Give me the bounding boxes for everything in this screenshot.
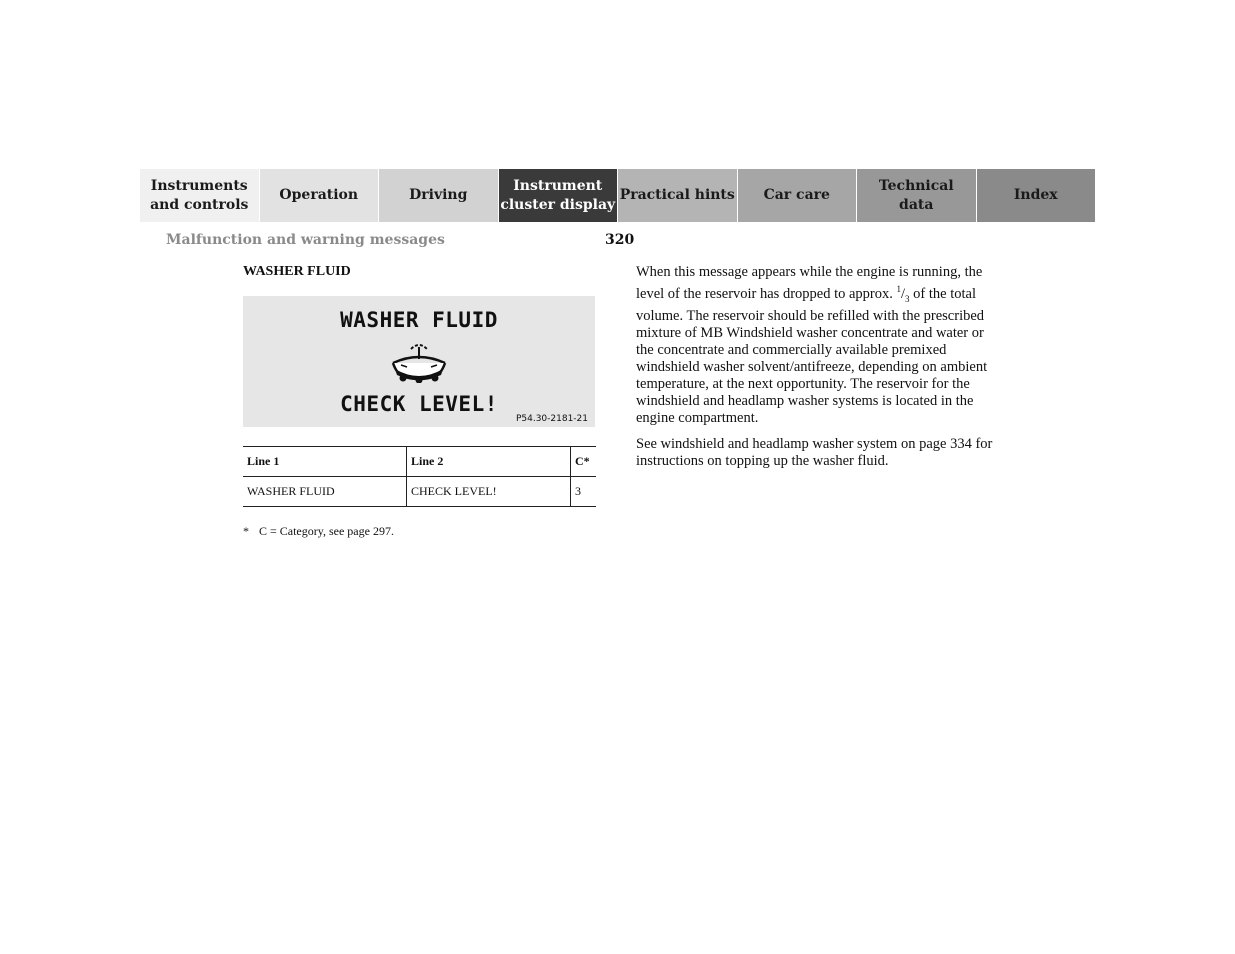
column-header: Line 1	[243, 447, 407, 477]
message-table	[243, 446, 596, 507]
display-line-2: CHECK LEVEL!	[340, 392, 498, 416]
tab-technical-data[interactable]	[857, 169, 977, 222]
tab-label: Practical hints	[619, 187, 735, 203]
tab-label: Operation	[279, 187, 359, 203]
tab-label: Driving	[409, 187, 468, 203]
tab-driving[interactable]	[379, 169, 499, 222]
footnote-mark: *	[243, 524, 249, 538]
table-header-row	[243, 447, 596, 477]
tab-label: Technical data	[878, 177, 954, 213]
paragraph-text: of the total volume. The reservoir should be refilled with the prescribed mixture of MB Windshield washer concentrate and water or the concentrate and commercially available premixed windshield washer solvent/antifreeze, depending on ambient temperature, at the next opportunity. The reservoir for the windshield and headlamp washer systems is located in the engine compartment.	[636, 285, 988, 427]
tab-instruments-and-controls[interactable]	[140, 169, 260, 222]
footnote-text: C = Category, see page 297.	[259, 524, 394, 538]
chapter-navigation	[140, 169, 1095, 222]
page-number: 320	[605, 232, 635, 248]
message-heading: WASHER FLUID	[243, 264, 351, 279]
display-line-1: WASHER FLUID	[340, 308, 498, 332]
tab-label: Index	[1013, 187, 1058, 203]
table-row	[243, 477, 596, 507]
washer-fluid-icon	[389, 341, 449, 383]
table-cell: WASHER FLUID	[243, 477, 407, 507]
tab-label: Instruments and controls	[150, 177, 249, 213]
fraction-denominator: 3	[905, 293, 910, 304]
tab-index[interactable]	[977, 169, 1096, 222]
instrument-display-illustration	[243, 296, 595, 427]
tab-practical-hints[interactable]	[618, 169, 738, 222]
paragraph-text: When this message appears while the engine is running, the level of the reservoir has dropped to approx.	[636, 264, 983, 302]
fraction-numerator: 1	[896, 284, 902, 295]
column-header: Line 2	[407, 447, 571, 477]
paragraph	[636, 264, 996, 428]
tab-operation[interactable]	[260, 169, 380, 222]
footnote	[243, 524, 394, 539]
fraction: $^1/_3$	[896, 284, 910, 304]
table-cell: 3	[571, 477, 597, 507]
description-text	[636, 264, 996, 478]
table-cell: CHECK LEVEL!	[407, 477, 571, 507]
column-header: C*	[571, 447, 597, 477]
tab-instrument-cluster-display[interactable]	[499, 169, 619, 222]
paragraph: See windshield and headlamp washer system on page 334 for instructions on topping up the washer fluid.	[636, 435, 993, 469]
tab-label: Car care	[763, 187, 830, 203]
section-title: Malfunction and warning messages	[166, 232, 445, 248]
figure-reference: P54.30-2181-21	[515, 414, 588, 424]
tab-car-care[interactable]	[738, 169, 858, 222]
tab-label: Instrument cluster display	[500, 177, 616, 213]
